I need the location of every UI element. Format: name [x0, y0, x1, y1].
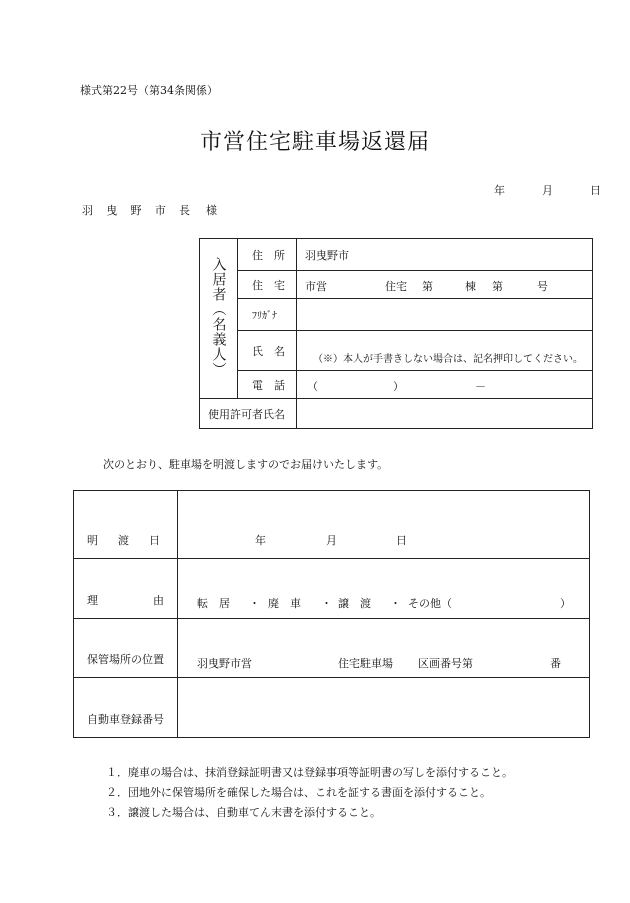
reason-field[interactable]	[178, 559, 590, 619]
handover-date-label-char: 日	[149, 534, 160, 547]
reason-close-paren: ）	[560, 597, 571, 610]
reason-label-cell	[74, 559, 178, 619]
intro-text: 次のとおり、駐車場を明渡しますのでお届けいたします。	[103, 458, 389, 471]
handover-year: 年	[255, 534, 266, 547]
address-label-cell	[238, 239, 297, 271]
addressee	[82, 202, 190, 218]
storage-label-cell	[74, 619, 178, 678]
addressee-honorific: 様	[206, 204, 217, 217]
storage-city: 羽曳野市営	[197, 657, 252, 670]
storage-parking: 住宅駐車場	[338, 657, 393, 670]
phone-close-paren: ）	[393, 380, 404, 393]
name-note: （※）本人が手書きしない場合は、記名押印してください。	[313, 354, 583, 365]
registration-label-cell	[74, 678, 178, 738]
storage-label: 保管場所の位置	[87, 653, 164, 666]
name-field[interactable]	[297, 331, 593, 371]
residence-prefix: 市営	[305, 280, 327, 293]
permit-holder-field[interactable]	[297, 399, 593, 429]
addressee-char: 野	[130, 204, 142, 217]
phone-label-char: 電	[252, 378, 263, 392]
address-field[interactable]	[297, 239, 593, 271]
storage-lot-suffix: 番	[550, 657, 561, 670]
residence-mid: 住宅	[385, 280, 407, 293]
name-label-char: 氏	[252, 344, 263, 358]
handover-date-field[interactable]	[178, 491, 590, 559]
reason-option-other[interactable]: その他（	[408, 597, 452, 610]
reason-separator: ・	[249, 597, 260, 610]
addressee-char: 市	[154, 204, 166, 217]
furigana-label: ﾌﾘｶﾞﾅ	[252, 311, 277, 322]
residence-field[interactable]	[297, 271, 593, 299]
storage-field[interactable]	[178, 619, 590, 678]
page-title: 市営住宅駐車場返還届	[199, 130, 430, 155]
residence-label-char: 宅	[274, 278, 285, 292]
addressee-char: 羽	[82, 204, 93, 217]
address-label-char: 住	[252, 248, 263, 262]
date-year: 年	[494, 184, 505, 197]
registration-field[interactable]	[178, 678, 590, 738]
phone-label-char: 話	[274, 378, 285, 392]
reason-option-transfer[interactable]: 譲 渡	[338, 597, 371, 610]
address-value: 羽曳野市	[305, 248, 349, 262]
residence-gou: 号	[537, 280, 548, 293]
permit-holder-label-cell	[200, 399, 297, 429]
handover-date-label-char: 明	[87, 534, 98, 547]
residence-dai1: 第	[422, 280, 433, 293]
name-label-cell	[238, 331, 297, 371]
handover-date-label-char: 渡	[118, 534, 129, 547]
phone-dash: －	[475, 380, 486, 393]
residence-tou: 棟	[465, 280, 476, 293]
phone-open-paren: （	[307, 380, 318, 393]
phone-label-cell	[238, 371, 297, 399]
handover-month: 月	[326, 534, 337, 547]
reason-option-scrapped[interactable]: 廃 車	[268, 597, 301, 610]
addressee-char: 長	[179, 204, 190, 217]
handover-day: 日	[396, 534, 407, 547]
reason-separator: ・	[390, 597, 401, 610]
return-details-table	[73, 490, 590, 738]
residence-label-cell	[238, 271, 297, 299]
applicant-group-cell	[200, 239, 238, 399]
date-day: 日	[590, 184, 601, 197]
addressee-char: 曳	[106, 204, 118, 217]
name-label-char: 名	[274, 344, 285, 358]
storage-lot-prefix: 区画番号第	[418, 657, 473, 670]
address-label-char: 所	[274, 248, 285, 262]
residence-label-char: 住	[252, 278, 263, 292]
note-item: ３．譲渡した場合は、自動車てん末書を添付すること。	[106, 806, 381, 819]
phone-field[interactable]	[297, 371, 593, 399]
handover-date-label-cell	[74, 491, 178, 559]
applicant-table	[199, 238, 593, 429]
form-number: 様式第22号（第34条関係）	[80, 84, 218, 97]
furigana-label-cell	[238, 299, 297, 331]
permit-holder-label: 使用許可者氏名	[208, 407, 285, 421]
note-item: １．廃車の場合は、抹消登録証明書又は登録事項等証明書の写しを添付すること。	[106, 766, 513, 779]
reason-label-char: 由	[153, 594, 164, 607]
note-item: ２．団地外に保管場所を確保した場合は、これを証する書面を添付すること。	[106, 786, 491, 799]
residence-dai2: 第	[492, 280, 503, 293]
registration-label: 自動車登録番号	[87, 713, 164, 726]
applicant-group-label: 入居者（名義人）	[210, 257, 227, 377]
reason-label-char: 理	[87, 594, 98, 607]
reason-separator: ・	[321, 597, 332, 610]
notes-list	[106, 763, 513, 823]
furigana-field[interactable]	[297, 299, 593, 331]
date-month: 月	[542, 184, 553, 197]
reason-option-relocation[interactable]: 転 居	[197, 597, 230, 610]
